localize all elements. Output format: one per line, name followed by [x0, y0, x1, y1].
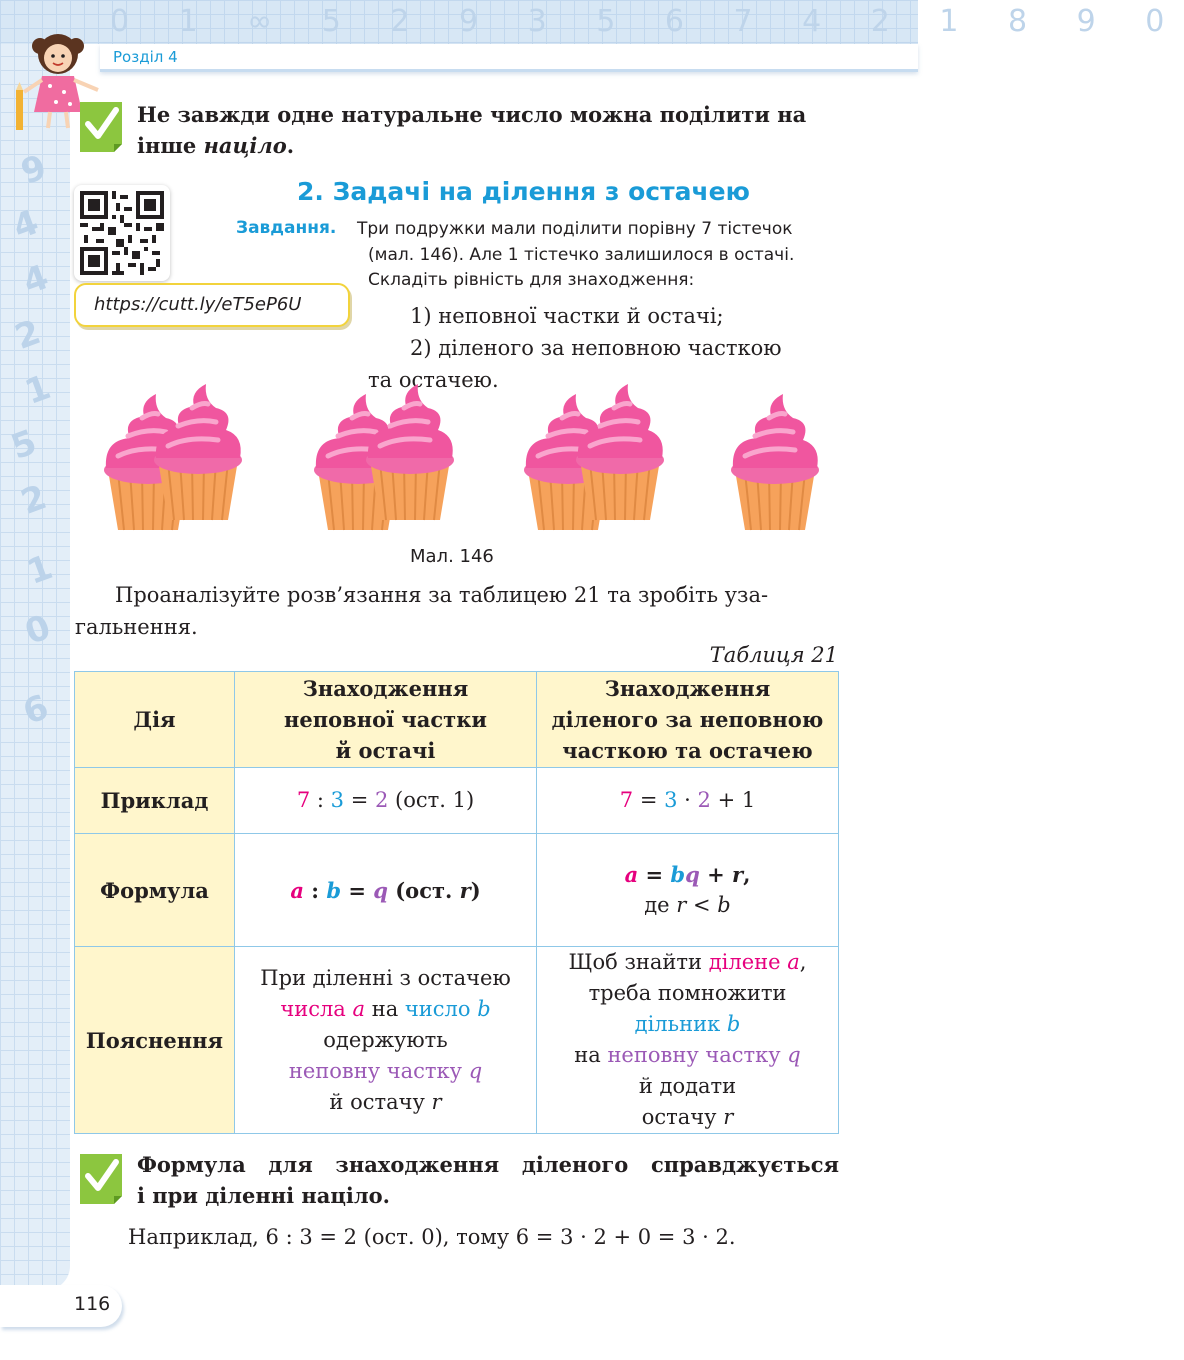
table-row-example	[75, 768, 839, 834]
cupcake	[366, 384, 454, 520]
check-mark-icon	[76, 98, 126, 154]
note-line-2: інше націло.	[137, 133, 295, 158]
left-margin-decoration	[0, 0, 70, 1290]
note2-line-1: Формула для знаходження діленого справджується	[137, 1152, 839, 1177]
table-header-row	[75, 672, 839, 768]
header-action: Дія	[75, 672, 235, 768]
analysis-line-1: Проаналізуйте розв’язання за таблицею 21 та зробіть уза-	[115, 583, 769, 607]
analysis-line-2: гальнення.	[75, 615, 198, 639]
page-number: 116	[74, 1293, 111, 1315]
row-label-explanation: Пояснення	[75, 947, 235, 1134]
note-formula-holds	[137, 1149, 839, 1211]
top-header-band	[0, 0, 1184, 44]
row-label-example: Приклад	[75, 768, 235, 834]
cupcake	[731, 394, 819, 530]
table-row-explanation	[75, 947, 839, 1134]
check-mark-icon	[76, 1150, 126, 1206]
note2-line-2: і при діленні націло.	[137, 1183, 390, 1208]
cupcakes-figure	[90, 400, 850, 535]
task-item-1: 1) неповної частки й остачі;	[410, 304, 724, 328]
task-line-3: Складіть рівність для знаходження:	[368, 270, 695, 290]
margin-digit-pattern: 9 4 4 2 1 5 2 1 0 6	[5, 147, 58, 733]
qr-url-link[interactable]: https://cutt.ly/eT5eP6U	[74, 283, 350, 327]
header-col-dividend: Знаходження діленого за неповною часткою та остачею	[537, 672, 839, 768]
header-digit-pattern: 0 1 ∞ 5 2 9 3 5 6 7 4 2 1 8 9 0	[110, 4, 1184, 39]
row-label-formula: Формула	[75, 834, 235, 947]
formula-dividend-cell: a = bq + r, де r < b	[537, 834, 839, 947]
cupcake	[154, 384, 242, 520]
section-bar	[100, 44, 918, 72]
table-21	[74, 671, 839, 1134]
header-col-quotient: Знаходження неповної частки й остачі	[235, 672, 537, 768]
explanation-quotient-cell: При діленні з остачею числа a на число b одержують неповну частку q й остачу r	[235, 947, 537, 1134]
qr-code-icon	[80, 191, 164, 275]
task-item-2-cont: та остачею.	[368, 368, 499, 392]
explanation-dividend-cell: Щоб знайти ділене a, треба помножити дільник b на неповну частку q й додати остачу r	[537, 947, 839, 1134]
example-sentence: Наприклад, 6 : 3 = 2 (ост. 0), тому 6 = 3 · 2 + 0 = 3 · 2.	[128, 1225, 736, 1249]
note-line-1: Не завжди одне натуральне число можна поділити на	[137, 102, 807, 127]
cupcake	[576, 384, 664, 520]
example-dividend-cell: 7 = 3 · 2 + 1	[537, 768, 839, 834]
section-label: Розділ 4	[113, 48, 178, 66]
note-division-not-always	[137, 99, 839, 161]
example-quotient-cell: 7 : 3 = 2 (ост. 1)	[235, 768, 537, 834]
task-item-2: 2) діленого за неповною часткою	[410, 336, 782, 360]
table-row-formula	[75, 834, 839, 947]
figure-caption: Мал. 146	[410, 546, 494, 567]
formula-quotient-cell: a : b = q (ост. r)	[235, 834, 537, 947]
task-line-1: Три подружки мали поділити порівну 7 тістечок	[357, 219, 793, 239]
table-title: Таблиця 21	[709, 643, 838, 667]
task-line-2: (мал. 146). Але 1 тістечко залишилося в остачі.	[368, 245, 795, 265]
qr-code[interactable]	[74, 185, 170, 281]
section-heading: 2. Задачі на ділення з остачею	[297, 177, 750, 206]
task-label: Завдання.	[236, 218, 337, 238]
